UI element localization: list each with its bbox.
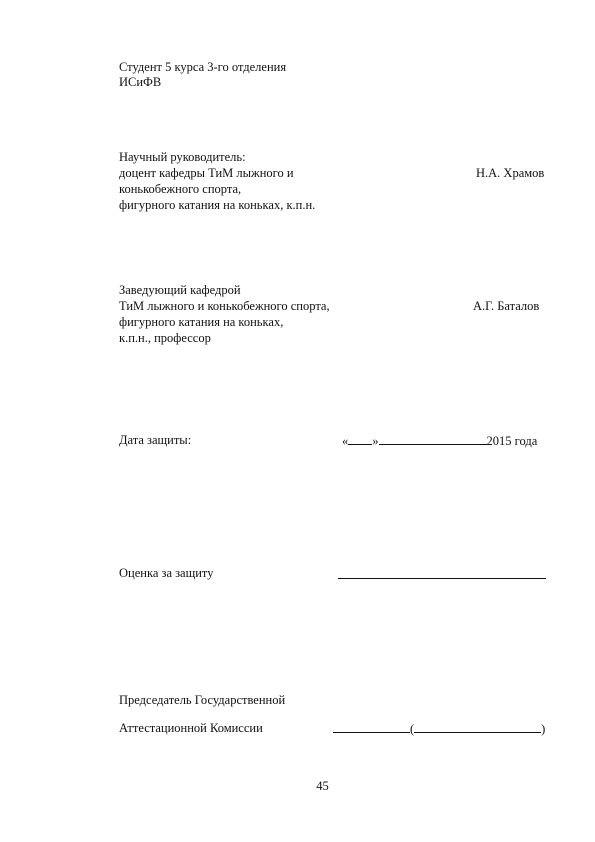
grade-blank-line — [338, 578, 546, 579]
supervisor-line-3: фигурного катания на коньках, к.п.н. — [119, 198, 316, 212]
defense-date-field — [342, 433, 537, 449]
student-line-1: Студент 5 курса 3-го отделения — [119, 60, 287, 74]
student-line-2: ИСиФВ — [119, 75, 162, 89]
head-line-3: к.п.н., профессор — [119, 331, 211, 345]
date-year: 2015 года — [486, 434, 538, 448]
signature-blank — [333, 721, 410, 733]
page-number: 45 — [316, 779, 329, 793]
commission-line-2: Аттестационной Комиссии — [119, 721, 263, 735]
supervisor-heading: Научный руководитель: — [119, 150, 246, 164]
date-close-quote: » — [372, 434, 379, 448]
commission-line-1: Председатель Государственной — [119, 693, 286, 707]
grade-label: Оценка за защиту — [119, 566, 214, 580]
month-blank — [379, 433, 487, 445]
head-name: А.Г. Баталов — [473, 299, 540, 313]
supervisor-line-1: доцент кафедры ТиМ лыжного и — [119, 166, 294, 180]
head-heading: Заведующий кафедрой — [119, 283, 241, 297]
close-paren: ) — [541, 722, 546, 736]
open-paren: ( — [410, 722, 415, 736]
supervisor-line-2: конькобежного спорта, — [119, 182, 242, 196]
name-blank — [414, 721, 541, 733]
commission-signature-field — [333, 721, 545, 737]
day-blank — [348, 433, 372, 445]
head-line-2: фигурного катания на коньках, — [119, 315, 284, 329]
supervisor-name: Н.А. Храмов — [476, 166, 545, 180]
date-open-quote: « — [342, 434, 349, 448]
head-line-1: ТиМ лыжного и конькобежного спорта, — [119, 299, 330, 313]
defense-date-label: Дата защиты: — [119, 433, 192, 447]
